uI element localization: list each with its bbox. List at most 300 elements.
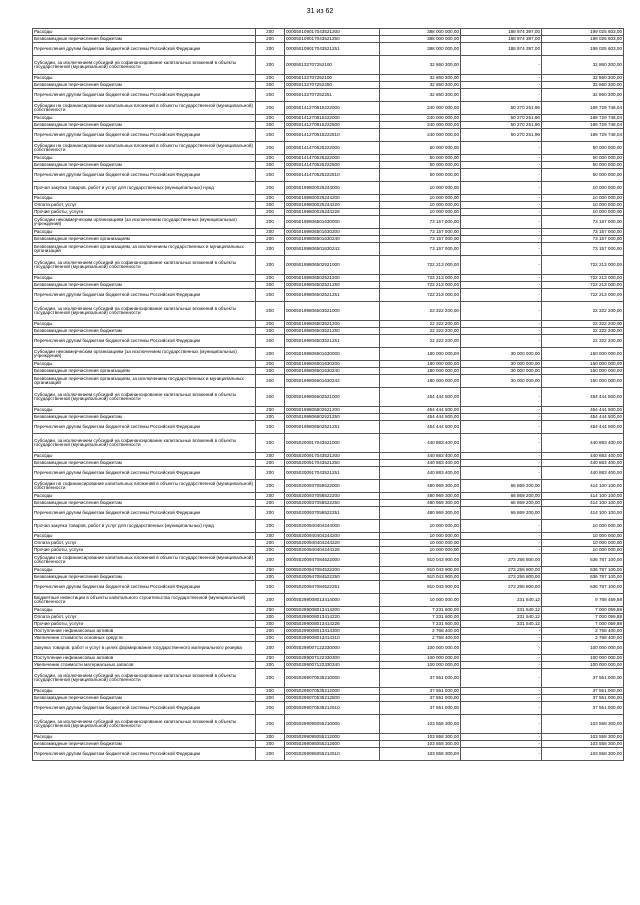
row-approved-amount-cell: 50 000 000,00 [380, 155, 461, 162]
row-name-cell: Безвозмездные перечисления бюджетам [33, 328, 256, 335]
row-classification-code-cell: 000050199806503521251 [285, 335, 380, 348]
table-row [33, 75, 624, 82]
row-line-code-cell: 200 [256, 414, 285, 421]
row-name-cell: Субсидии, за исключением субсидий на софинансирование капитальных вложений в объекты государственной (муниципальной) собственности [33, 715, 256, 734]
table-row [33, 289, 624, 302]
table-row [33, 655, 624, 662]
row-remaining-amount-cell: 32 860 300,00 [542, 89, 624, 102]
row-executed-amount-cell: - [461, 169, 542, 182]
table-row [33, 507, 624, 520]
table-row [33, 695, 624, 702]
row-name-cell: Расходы [33, 567, 256, 574]
row-executed-amount-cell: - [461, 229, 542, 236]
row-remaining-amount-cell: 722 213 000,00 [542, 256, 624, 275]
row-executed-amount-cell: 273 256 800,00 [461, 581, 542, 594]
row-remaining-amount-cell: 454 444 500,00 [542, 407, 624, 414]
row-approved-amount-cell: 480 969 300,00 [380, 480, 461, 493]
table-row [33, 195, 624, 202]
row-approved-amount-cell: 910 043 900,00 [380, 574, 461, 581]
row-remaining-amount-cell: 636 787 100,00 [542, 574, 624, 581]
row-name-cell: Прочие работы, услуги [33, 547, 256, 554]
table-row [33, 607, 624, 614]
row-name-cell: Расходы [33, 688, 256, 695]
row-executed-amount-cell: - [461, 289, 542, 302]
row-name-cell: Поступление нефинансовых активов [33, 628, 256, 635]
row-remaining-amount-cell: 189 729 748,04 [542, 129, 624, 142]
row-executed-amount-cell: - [461, 547, 542, 554]
row-classification-code-cell: 000050199806503521200 [285, 321, 380, 328]
row-approved-amount-cell: 32 860 300,00 [380, 56, 461, 75]
row-executed-amount-cell: - [461, 421, 542, 434]
row-approved-amount-cell: 37 551 000,00 [380, 702, 461, 715]
row-remaining-amount-cell: 440 883 400,00 [542, 460, 624, 467]
row-name-cell: Перечисления другим бюджетам бюджетной системы Российской Федерации [33, 289, 256, 302]
row-classification-code-cell: 000050299008013414200 [285, 607, 380, 614]
row-approved-amount-cell: 240 000 000,00 [380, 129, 461, 142]
row-line-code-cell: 200 [256, 375, 285, 388]
table-row [33, 614, 624, 621]
row-name-cell: Расходы [33, 361, 256, 368]
table-row [33, 29, 624, 36]
row-executed-amount-cell: 66 869 200,00 [461, 480, 542, 493]
row-approved-amount-cell: 388 000 000,00 [380, 43, 461, 56]
table-row [33, 669, 624, 688]
row-name-cell: Поступление нефинансовых активов [33, 655, 256, 662]
row-name-cell: Расходы [33, 407, 256, 414]
budget-execution-table [32, 28, 624, 761]
row-line-code-cell: 200 [256, 102, 285, 115]
row-remaining-amount-cell: 22 322 200,00 [542, 321, 624, 328]
row-line-code-cell: 200 [256, 500, 285, 507]
row-approved-amount-cell: 32 860 300,00 [380, 75, 461, 82]
row-remaining-amount-cell: 32 860 300,00 [542, 75, 624, 82]
row-name-cell: Субсидии, за исключением субсидий на софинансирование капитальных вложений в объекты государственной (муниципальной) собственности [33, 256, 256, 275]
row-executed-amount-cell: - [461, 256, 542, 275]
row-name-cell: Безвозмездные перечисления бюджетам [33, 122, 256, 129]
row-name-cell: Прочие работы, услуги [33, 621, 256, 628]
row-approved-amount-cell: 73 157 000,00 [380, 243, 461, 256]
row-approved-amount-cell: 10 000 000,00 [380, 594, 461, 607]
row-approved-amount-cell: 240 000 000,00 [380, 122, 461, 129]
row-remaining-amount-cell: 73 157 000,00 [542, 216, 624, 229]
row-name-cell: Субсидии, за исключением субсидий на софинансирование капитальных вложений в объекты государственной (муниципальной) собственности [33, 434, 256, 453]
row-line-code-cell: 200 [256, 122, 285, 129]
row-approved-amount-cell: 32 860 300,00 [380, 82, 461, 89]
row-approved-amount-cell: 22 322 200,00 [380, 321, 461, 328]
row-remaining-amount-cell: 636 787 100,00 [542, 581, 624, 594]
row-approved-amount-cell: 103 558 300,00 [380, 715, 461, 734]
row-classification-code-cell: 000050199806502521250 [285, 282, 380, 289]
row-name-cell: Увеличение стоимости основных средств [33, 635, 256, 642]
row-executed-amount-cell: - [461, 715, 542, 734]
row-remaining-amount-cell: 10 000 000,00 [542, 209, 624, 216]
table-row [33, 547, 624, 554]
table-row [33, 741, 624, 748]
row-classification-code-cell: 000050299007122330300 [285, 655, 380, 662]
row-name-cell: Расходы [33, 734, 256, 741]
row-executed-amount-cell: 50 270 251,96 [461, 102, 542, 115]
row-approved-amount-cell: 37 551 000,00 [380, 669, 461, 688]
row-name-cell: Безвозмездные перечисления бюджетам [33, 460, 256, 467]
row-name-cell: Субсидии на софинансирование капитальных вложений в объекты государственной (муниципальной) собственности [33, 554, 256, 567]
row-remaining-amount-cell: 2 768 400,00 [542, 635, 624, 642]
row-name-cell: Расходы [33, 29, 256, 36]
row-remaining-amount-cell: 50 000 000,00 [542, 155, 624, 162]
row-line-code-cell: 200 [256, 169, 285, 182]
row-executed-amount-cell: - [461, 702, 542, 715]
row-remaining-amount-cell: 103 558 300,00 [542, 741, 624, 748]
row-executed-amount-cell: - [461, 695, 542, 702]
row-executed-amount-cell: 231 540,12 [461, 614, 542, 621]
table-row [33, 460, 624, 467]
row-classification-code-cell: 000050199806503521000 [285, 302, 380, 321]
row-name-cell: Прочая закупка товаров, работ и услуг для государственных (муниципальных) нужд [33, 182, 256, 195]
row-line-code-cell: 200 [256, 467, 285, 480]
row-approved-amount-cell: 454 444 500,00 [380, 421, 461, 434]
row-classification-code-cell: 000050199806602521251 [285, 421, 380, 434]
row-approved-amount-cell: 50 000 000,00 [380, 162, 461, 169]
table-row [33, 56, 624, 75]
row-name-cell: Безвозмездные перечисления бюджетам [33, 500, 256, 507]
row-approved-amount-cell: 2 768 400,00 [380, 635, 461, 642]
row-executed-amount-cell: - [461, 688, 542, 695]
row-line-code-cell: 200 [256, 628, 285, 635]
row-executed-amount-cell: 66 869 200,00 [461, 500, 542, 507]
row-classification-code-cell: 000050141270615222500 [285, 122, 380, 129]
row-approved-amount-cell: 100 000 000,00 [380, 642, 461, 655]
row-classification-code-cell: 000050141270615222510 [285, 129, 380, 142]
table-row [33, 581, 624, 594]
row-approved-amount-cell: 180 000 000,00 [380, 375, 461, 388]
table-row [33, 621, 624, 628]
row-line-code-cell: 200 [256, 282, 285, 289]
row-name-cell: Оплата работ, услуг [33, 614, 256, 621]
table-row [33, 628, 624, 635]
row-executed-amount-cell: 30 000 000,00 [461, 375, 542, 388]
row-approved-amount-cell: 10 000 000,00 [380, 520, 461, 533]
row-approved-amount-cell: 73 157 000,00 [380, 236, 461, 243]
row-line-code-cell: 200 [256, 229, 285, 236]
row-line-code-cell: 200 [256, 493, 285, 500]
row-line-code-cell: 200 [256, 688, 285, 695]
row-approved-amount-cell: 37 551 000,00 [380, 695, 461, 702]
row-classification-code-cell: 000050200947084522250 [285, 574, 380, 581]
row-line-code-cell: 200 [256, 547, 285, 554]
row-name-cell: Расходы [33, 275, 256, 282]
row-classification-code-cell: 000050141270815222000 [285, 115, 380, 122]
row-approved-amount-cell: 440 883 400,00 [380, 467, 461, 480]
row-classification-code-cell: 000050199800025244200 [285, 195, 380, 202]
table-row [33, 414, 624, 421]
row-line-code-cell: 200 [256, 581, 285, 594]
row-classification-code-cell: 000050141470625222510 [285, 169, 380, 182]
row-name-cell: Субсидии некоммерческим организациям (за исключением государственных (муниципальных) учреждений) [33, 216, 256, 229]
row-executed-amount-cell: - [461, 734, 542, 741]
row-classification-code-cell: 000050199806601630000 [285, 348, 380, 361]
row-approved-amount-cell: 103 558 300,00 [380, 748, 461, 761]
row-name-cell: Расходы [33, 533, 256, 540]
page-number: 31 из 62 [306, 8, 334, 15]
table-row [33, 256, 624, 275]
row-classification-code-cell: 000050141270815222000 [285, 102, 380, 115]
row-executed-amount-cell: - [461, 243, 542, 256]
table-row [33, 348, 624, 361]
row-approved-amount-cell: 10 000 000,00 [380, 209, 461, 216]
table-row [33, 500, 624, 507]
table-row [33, 388, 624, 407]
row-executed-amount-cell: - [461, 195, 542, 202]
row-line-code-cell: 200 [256, 82, 285, 89]
row-remaining-amount-cell: 7 000 059,88 [542, 607, 624, 614]
row-approved-amount-cell: 10 000 000,00 [380, 547, 461, 554]
row-approved-amount-cell: 22 322 200,00 [380, 335, 461, 348]
row-executed-amount-cell: - [461, 642, 542, 655]
table-row [33, 122, 624, 129]
row-classification-code-cell: 000050200917043521250 [285, 460, 380, 467]
row-approved-amount-cell: 454 444 500,00 [380, 407, 461, 414]
row-approved-amount-cell: 22 322 200,00 [380, 302, 461, 321]
row-name-cell: Безвозмездные перечисления бюджетам [33, 36, 256, 43]
row-executed-amount-cell: - [461, 533, 542, 540]
row-remaining-amount-cell: 7 000 059,88 [542, 621, 624, 628]
row-remaining-amount-cell: 414 100 100,00 [542, 493, 624, 500]
row-name-cell: Безвозмездные перечисления бюджетам [33, 82, 256, 89]
table-row [33, 688, 624, 695]
row-classification-code-cell: 000050200940404244226 [285, 547, 380, 554]
row-name-cell: Перечисления другим бюджетам бюджетной системы Российской Федерации [33, 129, 256, 142]
row-approved-amount-cell: 37 551 000,00 [380, 688, 461, 695]
row-classification-code-cell: 000050109017043521250 [285, 36, 380, 43]
row-approved-amount-cell: 100 000 000,00 [380, 662, 461, 669]
table-row [33, 642, 624, 655]
row-remaining-amount-cell: 103 558 300,00 [542, 734, 624, 741]
row-approved-amount-cell: 32 860 300,00 [380, 89, 461, 102]
table-row [33, 594, 624, 607]
row-classification-code-cell: 000050199806601630242 [285, 375, 380, 388]
row-approved-amount-cell: 440 883 400,00 [380, 434, 461, 453]
row-approved-amount-cell: 10 000 000,00 [380, 195, 461, 202]
row-line-code-cell: 200 [256, 460, 285, 467]
row-name-cell: Субсидии на софинансирование капитальных вложений в объекты государственной (муниципальной) собственности [33, 102, 256, 115]
row-name-cell: Перечисления другим бюджетам бюджетной системы Российской Федерации [33, 702, 256, 715]
row-approved-amount-cell: 10 000 000,00 [380, 182, 461, 195]
row-classification-code-cell: 000050200917043521000 [285, 434, 380, 453]
table-row [33, 102, 624, 115]
row-name-cell: Прочая закупка товаров, работ и услуг для государственных (муниципальных) нужд [33, 520, 256, 533]
row-line-code-cell: 200 [256, 216, 285, 229]
row-executed-amount-cell: 231 540,12 [461, 607, 542, 614]
row-executed-amount-cell: - [461, 236, 542, 243]
row-name-cell: Перечисления другим бюджетам бюджетной системы Российской Федерации [33, 467, 256, 480]
row-name-cell: Перечисления другим бюджетам бюджетной системы Российской Федерации [33, 748, 256, 761]
table-row [33, 321, 624, 328]
row-line-code-cell: 200 [256, 361, 285, 368]
row-line-code-cell: 200 [256, 621, 285, 628]
row-line-code-cell: 200 [256, 56, 285, 75]
row-remaining-amount-cell: 454 444 500,00 [542, 414, 624, 421]
row-classification-code-cell: 000050200917043521200 [285, 453, 380, 460]
table-row [33, 361, 624, 368]
row-executed-amount-cell: - [461, 748, 542, 761]
row-remaining-amount-cell: 7 000 059,88 [542, 614, 624, 621]
row-executed-amount-cell: - [461, 434, 542, 453]
row-line-code-cell: 200 [256, 574, 285, 581]
row-line-code-cell: 200 [256, 236, 285, 243]
row-classification-code-cell: 000050200917043521251 [285, 467, 380, 480]
row-remaining-amount-cell: 32 860 300,00 [542, 82, 624, 89]
row-remaining-amount-cell: 10 000 000,00 [542, 182, 624, 195]
row-executed-amount-cell: - [461, 82, 542, 89]
row-executed-amount-cell: 50 270 251,96 [461, 122, 542, 129]
row-executed-amount-cell: - [461, 669, 542, 688]
row-approved-amount-cell: 180 000 000,00 [380, 368, 461, 375]
row-line-code-cell: 200 [256, 335, 285, 348]
row-line-code-cell: 200 [256, 533, 285, 540]
row-line-code-cell: 200 [256, 407, 285, 414]
row-remaining-amount-cell: 414 100 100,00 [542, 500, 624, 507]
table-row [33, 216, 624, 229]
row-name-cell: Перечисления другим бюджетам бюджетной системы Российской Федерации [33, 89, 256, 102]
row-remaining-amount-cell: 10 000 000,00 [542, 202, 624, 209]
row-remaining-amount-cell: 50 000 000,00 [542, 169, 624, 182]
row-remaining-amount-cell: 189 729 748,04 [542, 102, 624, 115]
row-line-code-cell: 200 [256, 734, 285, 741]
row-line-code-cell: 200 [256, 243, 285, 256]
row-classification-code-cell: 000050141470625222000 [285, 155, 380, 162]
row-executed-amount-cell: - [461, 388, 542, 407]
row-classification-code-cell: 000050200937058522000 [285, 480, 380, 493]
row-executed-amount-cell: 231 540,12 [461, 594, 542, 607]
row-line-code-cell: 200 [256, 182, 285, 195]
table-row [33, 467, 624, 480]
table-row [33, 421, 624, 434]
row-classification-code-cell: 000050199806602521250 [285, 414, 380, 421]
row-remaining-amount-cell: 636 787 100,00 [542, 554, 624, 567]
row-classification-code-cell: 000050299070535210000 [285, 669, 380, 688]
row-name-cell: Субсидии на софинансирование капитальных вложений в объекты государственной (муниципальной) собственности [33, 142, 256, 155]
row-approved-amount-cell: 100 000 000,00 [380, 655, 461, 662]
row-executed-amount-cell: - [461, 162, 542, 169]
row-executed-amount-cell: 231 540,12 [461, 621, 542, 628]
row-name-cell: Субсидии на софинансирование капитальных вложений в объекты государственной (муниципальной) собственности [33, 480, 256, 493]
table-row [33, 202, 624, 209]
row-name-cell: Перечисления другим бюджетам бюджетной системы Российской Федерации [33, 507, 256, 520]
row-name-cell: Перечисления другим бюджетам бюджетной системы Российской Федерации [33, 421, 256, 434]
row-line-code-cell: 200 [256, 434, 285, 453]
row-approved-amount-cell: 50 000 000,00 [380, 142, 461, 155]
table-row [33, 734, 624, 741]
row-classification-code-cell: 000050299070535212000 [285, 688, 380, 695]
row-approved-amount-cell: 440 883 400,00 [380, 460, 461, 467]
row-executed-amount-cell: - [461, 209, 542, 216]
row-approved-amount-cell: 910 043 900,00 [380, 581, 461, 594]
row-line-code-cell: 200 [256, 748, 285, 761]
row-remaining-amount-cell: 73 157 000,00 [542, 236, 624, 243]
row-classification-code-cell: 000050199806502521200 [285, 275, 380, 282]
row-executed-amount-cell: 30 000 000,00 [461, 348, 542, 361]
row-line-code-cell: 200 [256, 129, 285, 142]
row-line-code-cell: 200 [256, 275, 285, 282]
row-classification-code-cell: 000050141470625222500 [285, 162, 380, 169]
row-executed-amount-cell: 188 974 397,00 [461, 29, 542, 36]
row-remaining-amount-cell: 440 883 400,00 [542, 467, 624, 480]
row-classification-code-cell: 000050299095055210000 [285, 715, 380, 734]
table-row [33, 567, 624, 574]
row-name-cell: Расходы [33, 607, 256, 614]
row-approved-amount-cell: 240 000 000,00 [380, 102, 461, 115]
row-executed-amount-cell: - [461, 407, 542, 414]
row-classification-code-cell: 000050199806502521000 [285, 256, 380, 275]
row-name-cell: Безвозмездные перечисления организациям, за исключением государственных и муниципальных организаций [33, 243, 256, 256]
table-row [33, 142, 624, 155]
row-name-cell: Прочие работы, услуги [33, 209, 256, 216]
table-row [33, 715, 624, 734]
row-name-cell: Оплата работ, услуг [33, 202, 256, 209]
row-name-cell: Субсидии, за исключением субсидий на софинансирование капитальных вложений в объекты государственной (муниципальной) собственности [33, 669, 256, 688]
row-classification-code-cell: 000050199806602521200 [285, 407, 380, 414]
table-row [33, 302, 624, 321]
row-line-code-cell: 200 [256, 520, 285, 533]
row-remaining-amount-cell: 199 025 603,00 [542, 43, 624, 56]
row-approved-amount-cell: 722 213 000,00 [380, 289, 461, 302]
table-row [33, 375, 624, 388]
row-classification-code-cell: 000050109017043521251 [285, 43, 380, 56]
row-line-code-cell: 200 [256, 635, 285, 642]
row-remaining-amount-cell: 32 860 300,00 [542, 56, 624, 75]
row-classification-code-cell: 000050299008013414300 [285, 628, 380, 635]
row-line-code-cell: 200 [256, 29, 285, 36]
row-name-cell: Увеличение стоимости материальных запасов [33, 662, 256, 669]
row-approved-amount-cell: 722 213 000,00 [380, 282, 461, 289]
table-row [33, 368, 624, 375]
row-name-cell: Безвозмездные перечисления бюджетам [33, 162, 256, 169]
row-name-cell: Безвозмездные перечисления организациям, за исключением государственных и муниципальных организаций [33, 375, 256, 388]
row-classification-code-cell: 000050200947084522200 [285, 567, 380, 574]
row-line-code-cell: 200 [256, 321, 285, 328]
row-approved-amount-cell: 7 231 600,00 [380, 621, 461, 628]
table-row [33, 209, 624, 216]
row-line-code-cell: 200 [256, 195, 285, 202]
row-classification-code-cell: 000050199800025244220 [285, 202, 380, 209]
row-remaining-amount-cell: 103 558 300,00 [542, 715, 624, 734]
row-classification-code-cell: 000050200937058522200 [285, 493, 380, 500]
row-classification-code-cell: 000050141470625222000 [285, 142, 380, 155]
row-remaining-amount-cell: 103 558 300,00 [542, 748, 624, 761]
row-name-cell: Безвозмездные перечисления организациям [33, 236, 256, 243]
row-remaining-amount-cell: 100 000 000,00 [542, 655, 624, 662]
table-row [33, 662, 624, 669]
row-executed-amount-cell: - [461, 302, 542, 321]
table-row [33, 748, 624, 761]
row-executed-amount-cell: - [461, 414, 542, 421]
row-approved-amount-cell: 910 043 900,00 [380, 554, 461, 567]
table-row [33, 155, 624, 162]
row-remaining-amount-cell: 199 025 603,00 [542, 36, 624, 43]
row-remaining-amount-cell: 22 322 200,00 [542, 335, 624, 348]
row-remaining-amount-cell: 722 213 000,00 [542, 275, 624, 282]
row-approved-amount-cell: 10 000 000,00 [380, 533, 461, 540]
row-approved-amount-cell: 388 000 000,00 [380, 29, 461, 36]
table-row [33, 89, 624, 102]
row-approved-amount-cell: 10 000 000,00 [380, 202, 461, 209]
row-classification-code-cell: 000050199806501630000 [285, 216, 380, 229]
row-line-code-cell: 200 [256, 388, 285, 407]
row-line-code-cell: 200 [256, 36, 285, 43]
row-executed-amount-cell: 30 000 000,00 [461, 368, 542, 375]
table-row [33, 493, 624, 500]
row-classification-code-cell: 000050199806503521250 [285, 328, 380, 335]
row-line-code-cell: 200 [256, 348, 285, 361]
